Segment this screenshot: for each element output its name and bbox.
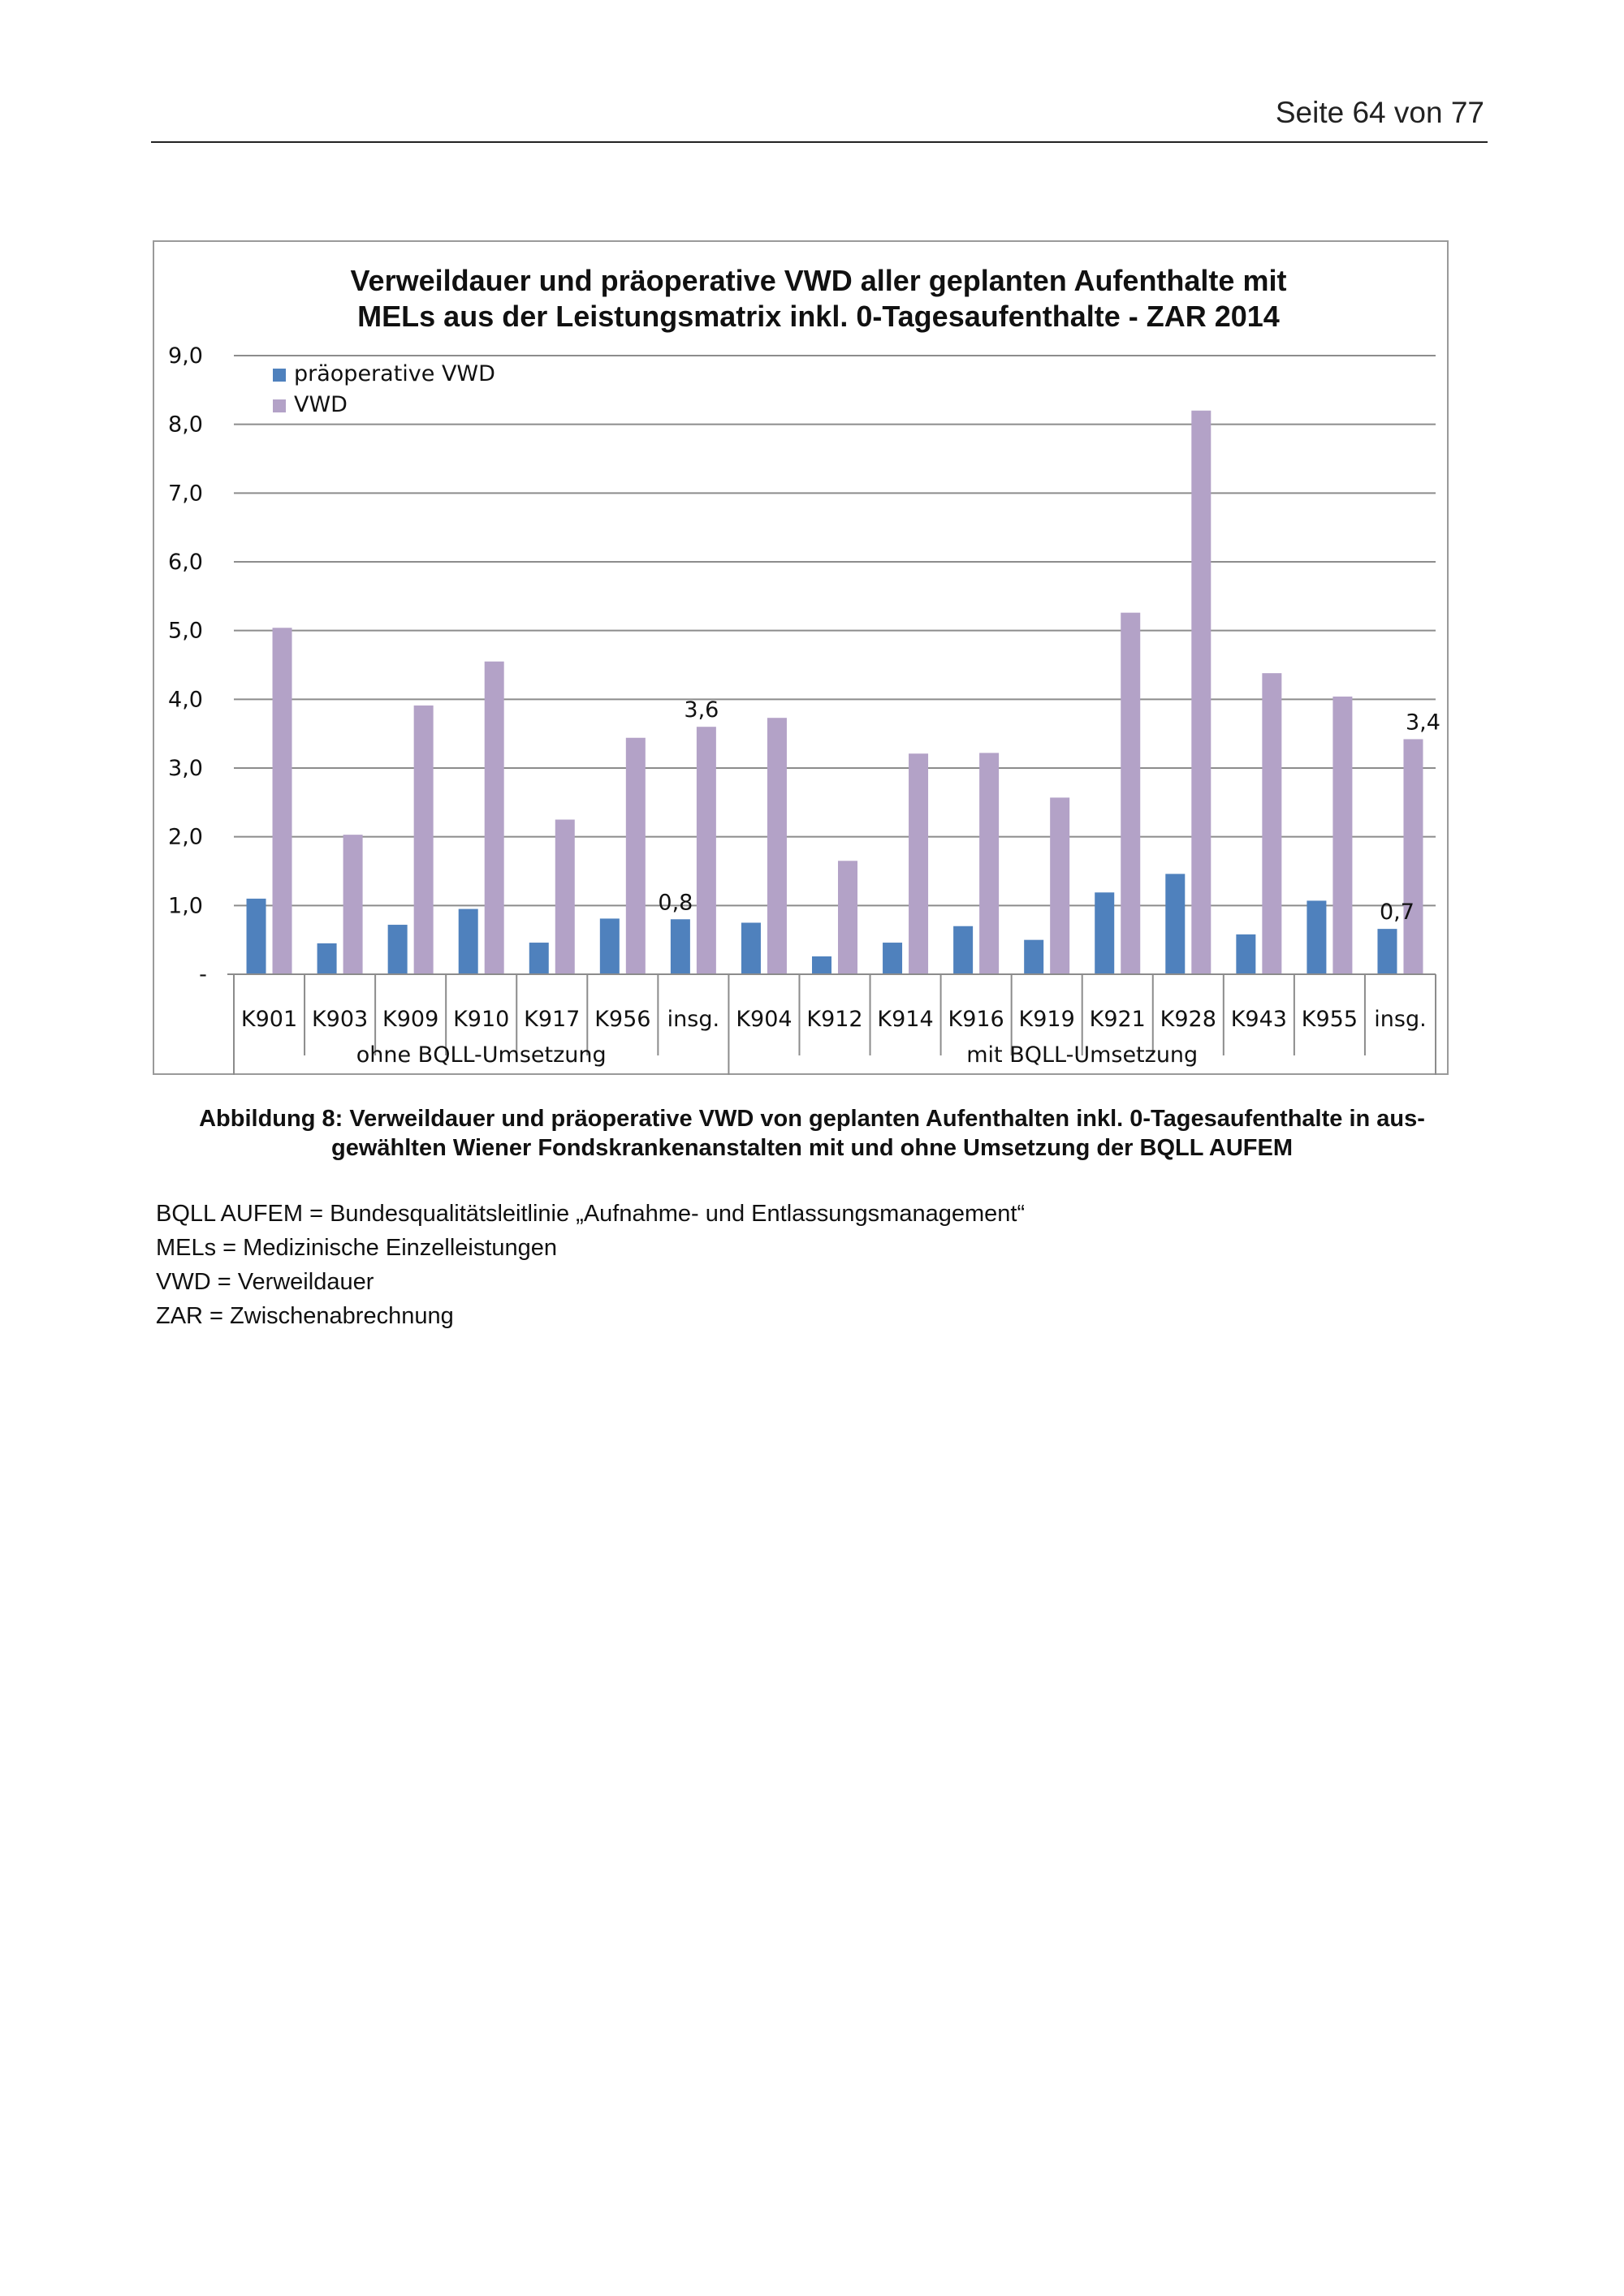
y-tick-label: 9,0 — [168, 343, 203, 369]
bar-vwd — [1121, 613, 1140, 974]
bar-vwd — [485, 662, 504, 974]
y-tick-label: 2,0 — [168, 824, 203, 850]
x-tick-label: K955 — [1301, 1007, 1358, 1032]
y-tick-label: 1,0 — [168, 893, 203, 919]
data-label: 0,7 — [1379, 900, 1415, 926]
abbreviation-item: BQLL AUFEM = Bundesqualitätsleitlinie „Aufnahme- und Entlassungsmanagement“ — [156, 1201, 1026, 1227]
x-tick-label: K914 — [877, 1007, 934, 1032]
bar-vwd — [909, 753, 928, 974]
y-tick-label: 7,0 — [168, 481, 203, 507]
x-tick-label: K943 — [1230, 1007, 1287, 1032]
legend-label: VWD — [294, 392, 348, 417]
data-label: 3,4 — [1405, 710, 1440, 736]
x-tick-label: K919 — [1018, 1007, 1075, 1032]
x-tick-label: K916 — [948, 1007, 1004, 1032]
bar-praeoperative-vwd — [459, 909, 478, 974]
legend-swatch-vwd — [273, 399, 286, 412]
bar-praeoperative-vwd — [529, 943, 549, 974]
x-tick-label: insg. — [1374, 1007, 1427, 1032]
x-tick-label: K903 — [311, 1007, 369, 1032]
x-tick-label: K901 — [240, 1007, 298, 1032]
data-label: 3,6 — [684, 697, 719, 723]
bar-chart — [154, 242, 1450, 1077]
x-tick-label: K956 — [594, 1007, 651, 1032]
bar-vwd — [1262, 673, 1281, 974]
bar-vwd — [697, 727, 716, 974]
y-tick-label: 6,0 — [168, 550, 203, 575]
abbreviation-list — [156, 1197, 1025, 1333]
abbreviation-item: ZAR = Zwischenabrechnung — [156, 1303, 454, 1329]
bar-praeoperative-vwd — [1095, 892, 1114, 974]
bar-praeoperative-vwd — [1377, 929, 1397, 974]
chart-title-line-2: MELs aus der Leistungsmatrix inkl. 0-Tagesaufenthalte - ZAR 2014 — [357, 300, 1280, 333]
x-tick-label: K909 — [382, 1007, 439, 1032]
caption-line-1: Abbildung 8: Verweildauer und präoperative VWD von geplanten Aufenthalten inkl. 0-Tagesaufenthalte in aus- — [199, 1106, 1425, 1132]
y-tick-label: 8,0 — [168, 412, 203, 438]
chart-title-line-1: Verweildauer und präoperative VWD aller geplanten Aufenthalte mit — [350, 264, 1287, 297]
figure-caption — [154, 1104, 1470, 1163]
legend-label: präoperative VWD — [294, 361, 495, 386]
x-tick-label: K921 — [1089, 1007, 1146, 1032]
x-tick-label: K928 — [1160, 1007, 1216, 1032]
bar-praeoperative-vwd — [671, 919, 690, 974]
bar-praeoperative-vwd — [388, 925, 408, 974]
data-label: 0,8 — [658, 890, 693, 916]
chart-frame — [153, 240, 1449, 1075]
page-header — [151, 91, 1488, 143]
bar-vwd — [1050, 797, 1069, 974]
y-tick-label: 3,0 — [168, 756, 203, 781]
bar-vwd — [626, 738, 646, 974]
bar-vwd — [1332, 697, 1352, 974]
bar-praeoperative-vwd — [953, 926, 973, 974]
bar-praeoperative-vwd — [1024, 940, 1043, 974]
abbreviation-item: MELs = Medizinische Einzelleistungen — [156, 1235, 558, 1261]
caption-line-2: gewählten Wiener Fondskrankenanstalten mit und ohne Umsetzung der BQLL AUFEM — [330, 1135, 1294, 1161]
group-label: ohne BQLL-Umsetzung — [356, 1042, 607, 1068]
y-tick-label: - — [199, 962, 207, 987]
bar-praeoperative-vwd — [741, 923, 761, 975]
bar-praeoperative-vwd — [812, 956, 831, 974]
abbreviation-item: VWD = Verweildauer — [156, 1269, 374, 1295]
bar-praeoperative-vwd — [1236, 934, 1255, 974]
y-tick-label: 5,0 — [168, 618, 203, 644]
x-tick-label: K910 — [453, 1007, 510, 1032]
x-tick-label: K904 — [736, 1007, 793, 1032]
bar-vwd — [1403, 739, 1423, 974]
bar-praeoperative-vwd — [317, 943, 337, 974]
x-tick-label: K917 — [524, 1007, 581, 1032]
bar-praeoperative-vwd — [883, 943, 902, 974]
bar-vwd — [414, 706, 434, 974]
bar-vwd — [838, 861, 857, 974]
x-tick-label: insg. — [667, 1007, 720, 1032]
bar-vwd — [343, 835, 363, 974]
bar-praeoperative-vwd — [1165, 874, 1185, 974]
group-label: mit BQLL-Umsetzung — [966, 1042, 1199, 1068]
bar-vwd — [979, 753, 999, 974]
bar-vwd — [767, 718, 787, 974]
bar-vwd — [1191, 411, 1211, 974]
y-tick-label: 4,0 — [168, 687, 203, 713]
bar-praeoperative-vwd — [1307, 900, 1326, 974]
bar-vwd — [555, 820, 575, 975]
bar-vwd — [273, 628, 292, 974]
legend-swatch-praeoperative-vwd — [273, 369, 286, 382]
x-tick-label: K912 — [806, 1007, 863, 1032]
bar-praeoperative-vwd — [600, 918, 620, 974]
bar-praeoperative-vwd — [247, 899, 266, 974]
page-number: Seite 64 von 77 — [1275, 96, 1484, 129]
